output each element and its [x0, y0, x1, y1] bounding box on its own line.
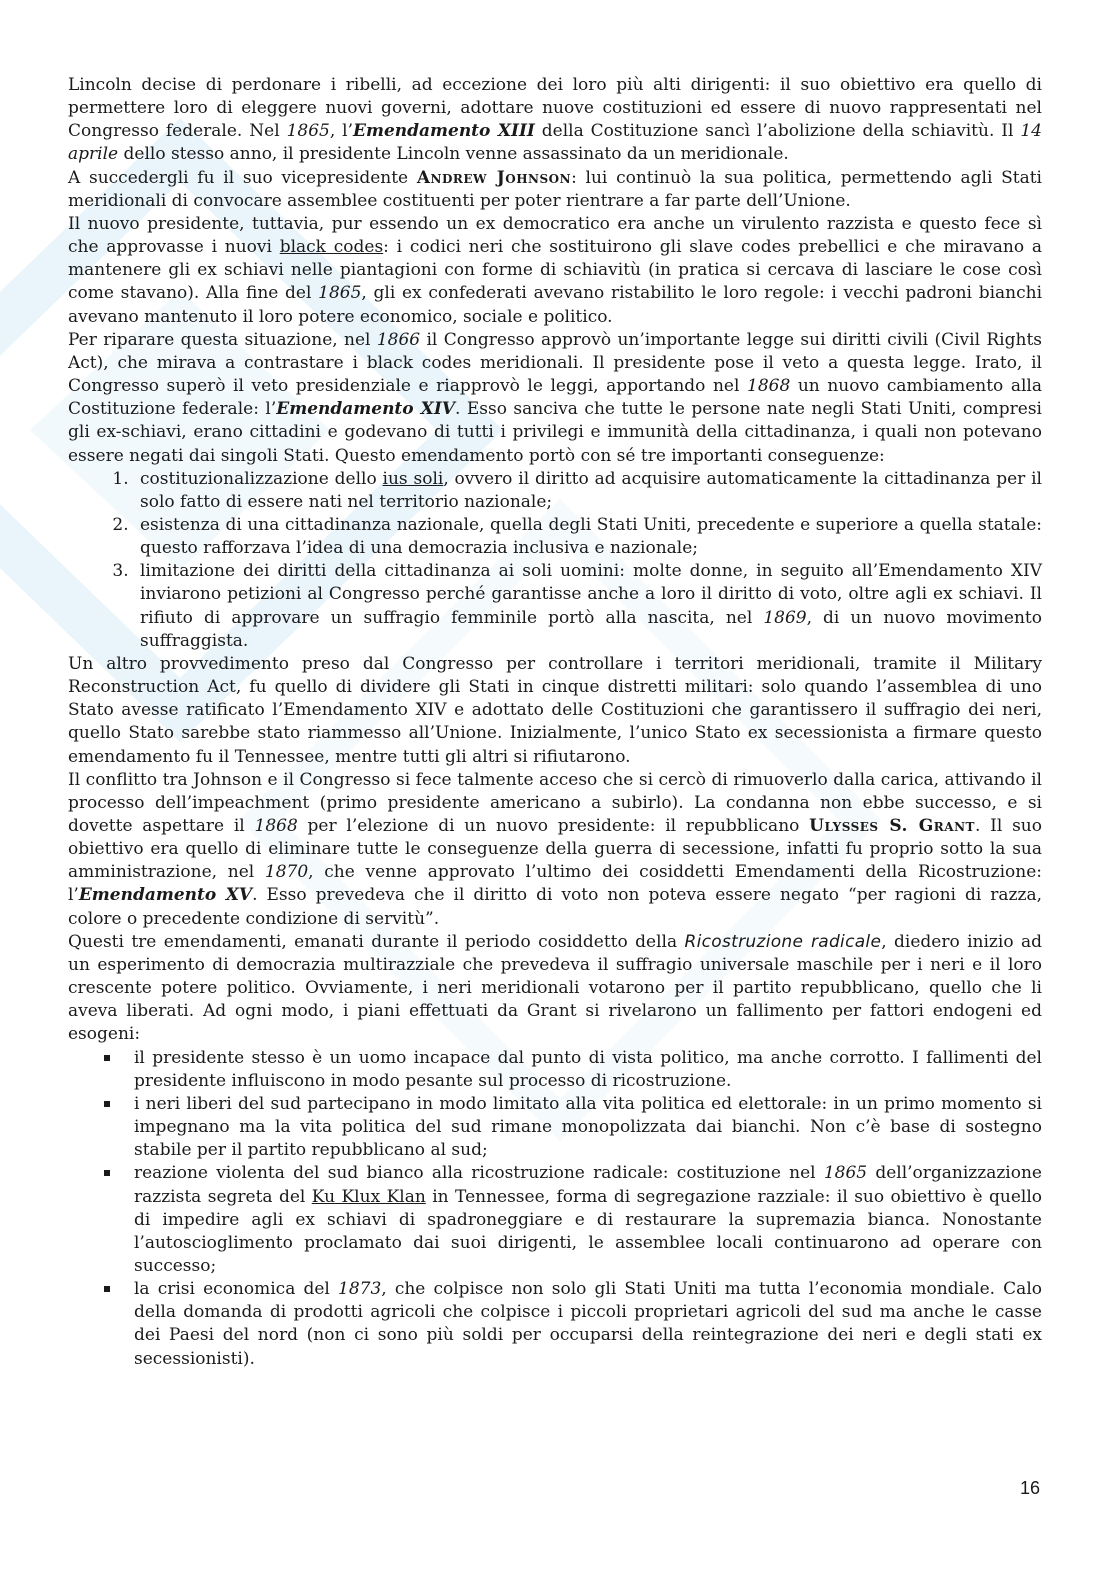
- paragraph-military-reconstruction: Un altro provvedimento preso dal Congresso per controllare i territori meridionali, tramite il Military Reconstruction Act, fu quello di dividere gli Stati in cinque distretti militari: solo quando l’assemblea di uno Stato avesse ratificato l’Emendamento XIV e adottato delle Costituzioni che garantissero il suffragio dei neri, quello Stato sarebbe stato riammesso all’Unione. Inizialmente, l’unico Stato ex secessionista a firmare questo emendamento fu il Tennessee, mentre tutti gli altri si rifiutarono.: [68, 653, 1042, 767]
- paragraph-impeachment: Il conflitto tra Johnson e il Congresso si fece talmente acceso che si cercò di rimuoverlo dalla carica, attivando il processo dell’impeachment (primo presidente americano a subirlo). La condanna non ebbe successo, e si dovette aspettare il 1868 per l’elezione di un nuovo presidente: il repubblicano Ulysses S. Grant. Il suo obiettivo era quello di eliminare tutte le conseguenze della guerra di secessione, infatti fu proprio sotto la sua amministrazione, nel 1870, che venne approvato l’ultimo dei cosiddetti Emendamenti della Ricostruzione: l’Emendamento XV. Esso prevedeva che il diritto di voto non poteva essere negato “per ragioni di razza, colore o precedente condizione di servitù”.: [68, 769, 1042, 929]
- page-number: 16: [1019, 1478, 1040, 1498]
- list-item: 1. costituzionalizzazione dello ius soli, ovvero il diritto ad acquisire automaticamente la cittadinanza per il solo fatto di essere nati nel territorio nazionale;: [134, 468, 1042, 514]
- term-radical-reconstruction: Ricostruzione radicale: [684, 931, 882, 952]
- name-ulysses-grant: Ulysses S. Grant: [809, 816, 975, 836]
- list-item: i neri liberi del sud partecipano in modo limitato alla vita politica ed elettorale: in un primo momento si impegnano ma la vita politica del sud rimane monopolizzata dai bianchi. Non c’è base di sostegno stabile per il partito repubblicano al sud;: [134, 1093, 1042, 1162]
- list-item: il presidente stesso è un uomo incapace dal punto di vista politico, ma anche corrotto. I fallimenti del presidente influiscono in modo pesante sul processo di ricostruzione.: [134, 1047, 1042, 1093]
- list-item: 3. limitazione dei diritti della cittadinanza ai soli uomini: molte donne, in seguito all’Emendamento XIV inviarono petizioni al Congresso perché garantisse anche a loro il diritto di voto, oltre agli ex schiavi. Il rifiuto di approvare un suffragio femminile portò alla nascita, nel 1869, di un nuovo movimento suffraggista.: [134, 560, 1042, 653]
- list-item: la crisi economica del 1873, che colpisce non solo gli Stati Uniti ma tutta l’economia mondiale. Calo della domanda di prodotti agricoli che colpisce i piccoli proprietari agricoli del sud ma anche le casse dei Paesi del nord (non ci sono più soldi per occuparsi della reintegrazione dei neri e degli stati ex secessionisti).: [134, 1278, 1042, 1371]
- term-black-codes: black codes: [279, 237, 384, 258]
- term-ius-soli: ius soli: [382, 468, 444, 489]
- amendment-xv: Emendamento XV: [78, 885, 253, 906]
- amendment-xiii: Emendamento XIII: [353, 121, 535, 142]
- list-item: reazione violenta del sud bianco alla ricostruzione radicale: costituzione nel 1865 dell’organizzazione razzista segreta del Ku Klux Klan in Tennessee, forma di segregazione razziale: il suo obiettivo è quello di impedire agli ex schiavi di spadroneggiare e di restaurare la supremazia bianca. Nonostante l’autoscioglimento proclamato dai suoi dirigenti, le assemblee locali continuarono ad operare con successo;: [134, 1162, 1042, 1278]
- consequences-list: [68, 468, 1042, 653]
- failure-factors-list: [68, 1047, 1042, 1371]
- name-andrew-johnson: Andrew Johnson: [416, 167, 572, 188]
- paragraph-black-codes: Il nuovo presidente, tuttavia, pur essendo un ex democratico era anche un virulento razzista e questo fece sì che approvasse i nuovi black codes: i codici neri che sostituirono gli slave codes prebellici e che miravano a mantenere gli ex schiavi nelle piantagioni con forme di schiavitù (in pratica si cercava di lasciare le cose così come stavano). Alla fine del 1865, gli ex confederati avevano ristabilito le loro regole: i vecchi padroni bianchi avevano mantenuto il loro potere economico, sociale e politico.: [68, 213, 1043, 327]
- document-body: [68, 74, 1042, 1371]
- term-ku-klux-klan: Ku Klux Klan: [311, 1186, 426, 1207]
- paragraph-johnson: A succedergli fu il suo vicepresidente Andrew Johnson: lui continuò la sua politica, permettendo agli Stati meridionali di convocare assemblee costituenti per poter rientrare a far parte dell’Unione.: [68, 167, 1042, 211]
- paragraph-radical-reconstruction: Questi tre emendamenti, emanati durante il periodo cosiddetto della Ricostruzione radicale, diedero inizio ad un esperimento di democrazia multirazziale che prevedeva il suffragio universale maschile per i neri e il loro crescente potere politico. Ovviamente, i neri meridionali votarono per il partito repubblicano, quello che li aveva liberati. Ad ogni modo, i piani effettuati da Grant si rivelarono un fallimento per fattori endogeni ed esogeni:: [68, 931, 1042, 1045]
- paragraph-lincoln: Lincoln decise di perdonare i ribelli, ad eccezione dei loro più alti dirigenti: il suo obiettivo era quello di permettere loro di eleggere nuovi governi, adottare nuove costituzioni ed essere di nuovo rappresentati nel Congresso federale. Nel 1865, l’Emendamento XIII della Costituzione sancì l’abolizione della schiavitù. Il 14 aprile dello stesso anno, il presidente Lincoln venne assassinato da un meridionale.: [68, 75, 1042, 165]
- paragraph-civil-rights: Per riparare questa situazione, nel 1866 il Congresso approvò un’importante legge sui diritti civili (Civil Rights Act), che mirava a contrastare i black codes meridionali. Il presidente pose il veto a questa legge. Irato, il Congresso superò il veto presidenziale e riapprovò le leggi, apportando nel 1868 un nuovo cambiamento alla Costituzione federale: l’Emendamento XIV. Esso sanciva che tutte le persone nate negli Stati Uniti, compresi gli ex-schiavi, erano cittadini e godevano di tutti i privilegi e immunità della cittadinanza, i quali non potevano essere negati dai singoli Stati. Questo emendamento portò con sé tre importanti conseguenze:: [68, 329, 1042, 466]
- amendment-xiv: Emendamento XIV: [276, 399, 455, 420]
- list-item: 2. esistenza di una cittadinanza nazionale, quella degli Stati Uniti, precedente e superiore a quella statale: questo rafforzava l’idea di una democrazia inclusiva e nazionale;: [134, 514, 1042, 560]
